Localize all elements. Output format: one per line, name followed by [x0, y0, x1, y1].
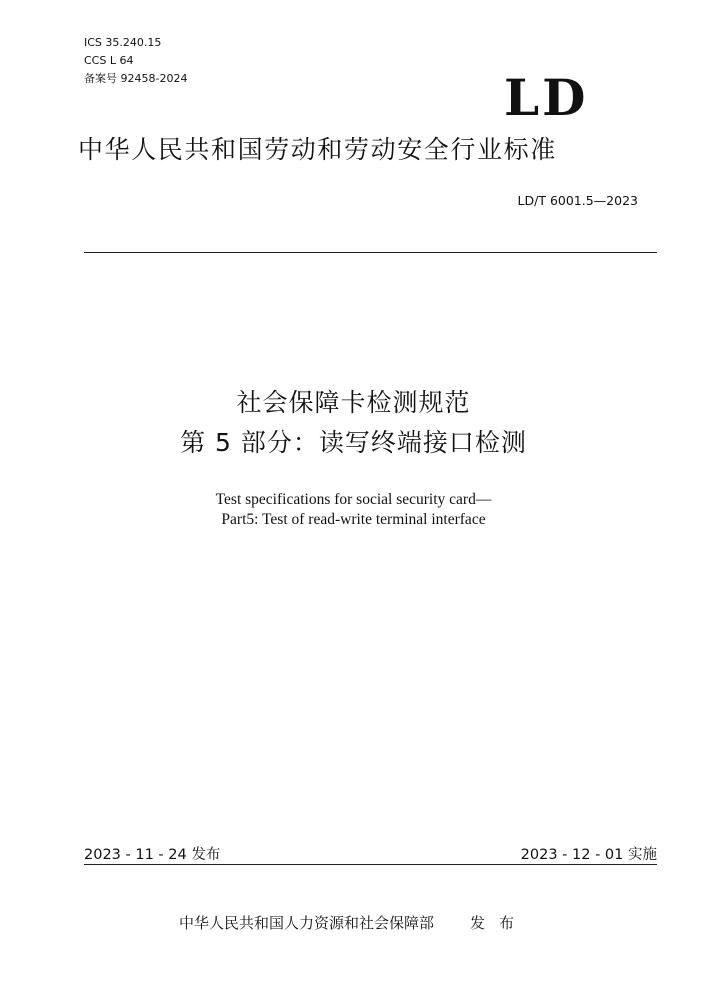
ccs-code: CCS L 64 [84, 54, 134, 67]
document-title-cn-line1: 社会保障卡检测规范 [236, 388, 471, 417]
standard-category-title: 中华人民共和国劳动和劳动安全行业标准 [78, 135, 557, 164]
document-title-cn-line2: 第 5 部分：读写终端接口检测 [180, 428, 527, 457]
document-title-en-line2: Part5: Test of read-write terminal interface [221, 511, 486, 528]
issue-date: 2023 - 11 - 24 发布 [84, 847, 221, 863]
publisher-name: 中华人民共和国人力资源和社会保障部 [178, 914, 434, 932]
document-title-en-line1: Test specifications for social security card— [215, 491, 492, 508]
implementation-date: 2023 - 12 - 01 实施 [520, 847, 657, 863]
ics-code: ICS 35.240.15 [84, 36, 162, 49]
filing-number: 备案号 92458-2024 [84, 72, 188, 85]
bottom-divider [84, 864, 657, 865]
top-divider [84, 252, 657, 253]
ld-logo: LD [504, 68, 589, 127]
publisher-line [0, 912, 707, 934]
standard-number: LD/T 6001.5—2023 [517, 193, 638, 208]
publish-action: 发布 [470, 914, 529, 932]
